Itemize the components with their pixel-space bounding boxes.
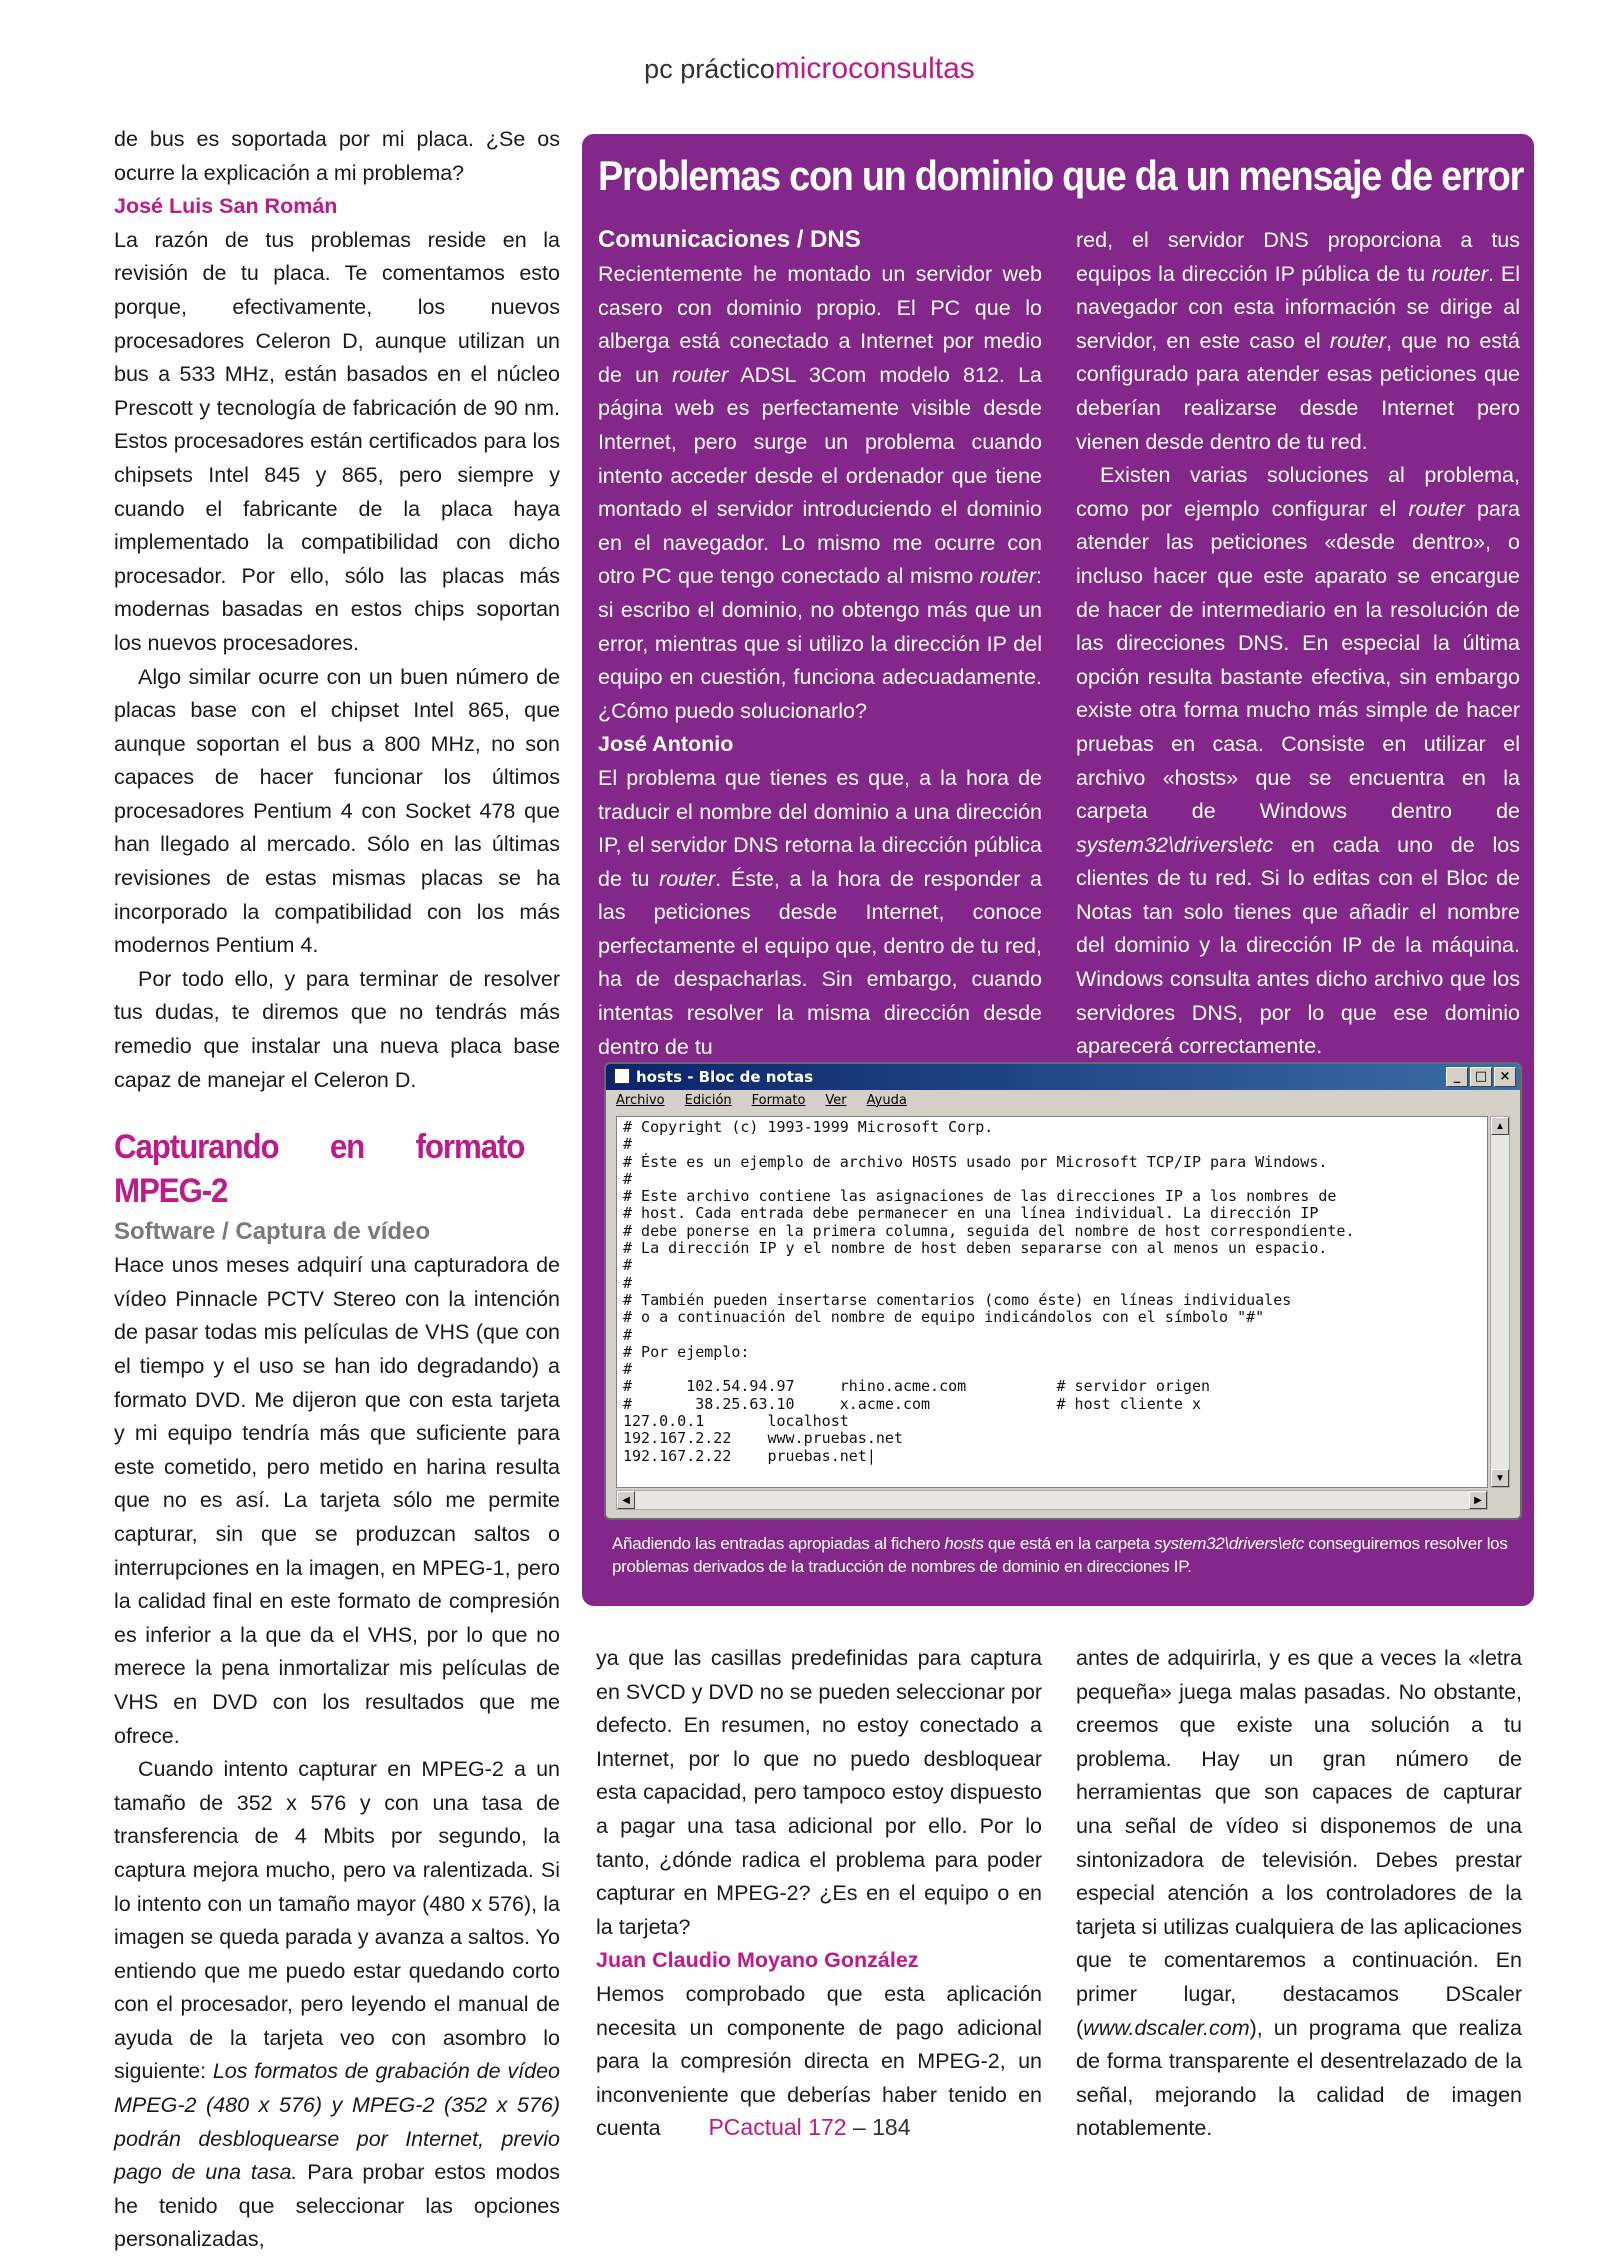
- paragraph: [1076, 1642, 1522, 2146]
- text: . Éste, a la hora de responder a las peticiones desde Internet, conoce perfectamente el equipo que, dentro de tu red, ha de despacharlas. Sin embargo, cuando intentas resolver la misma dirección desde dentro de tu: [598, 866, 1042, 1059]
- box-subtitle: Comunicaciones / DNS: [598, 226, 861, 253]
- text-line: 192.167.2.22 www.pruebas.net: [623, 1429, 903, 1448]
- text: conseguiremos resolver los problemas derivados de la traducción de nombres de dominio en direcciones IP.: [612, 1534, 1508, 1576]
- text-editor-area[interactable]: [616, 1116, 1488, 1488]
- text-line: #: [623, 1360, 633, 1379]
- close-button[interactable]: ×: [1494, 1067, 1516, 1087]
- menu-edicion[interactable]: Edición: [684, 1093, 732, 1108]
- paragraph: Hemos comprobado que esta aplicación necesita un componente de pago adicional para la compresión directa en MPEG-2, un inconveniente que deberías haber tenido en cuenta: [596, 1981, 1042, 2141]
- text: para atender las peticiones «desde dentro», o incluso hacer que este aparato se encargue de hacer de intermediario en la resolución de las direcciones DNS. En especial la última opción resulta bastante efectiva, sin embargo existe otra forma mucho más simple de hacer pruebas en casa. Consiste en utilizar el archivo «hosts» que se encuentra en la carpeta de Windows dentro de: [1076, 496, 1520, 824]
- quote-text: Los formatos de grabación de vídeo MPEG-2 (480 x 576) y MPEG-2 (352 x 576) podrán desbloquearse por Internet, previo pago de una tasa.: [114, 2059, 560, 2185]
- text-line: #: [623, 1273, 633, 1292]
- text-line: # 38.25.63.10 x.acme.com # host cliente x: [623, 1394, 1201, 1413]
- text-line: # debe ponerse en la primera columna, seguida del nombre de host correspondiente.: [623, 1221, 1355, 1240]
- text-line: # host. Cada entrada debe permanecer en una línea individual. La dirección IP: [623, 1204, 1319, 1223]
- intro-text: de bus es soportada por mi placa. ¿Se os ocurre la explicación a mi problema?: [114, 127, 560, 185]
- header-section: pc práctico: [644, 54, 775, 84]
- article-title: Capturando en formato MPEG-2: [114, 1128, 525, 1211]
- text: : si escribo el dominio, no obtengo más que un error, mientras que si utilizo la dirección IP del equipo en cuestión, funciona adecuadamente. ¿Cómo puedo solucionarlo?: [598, 564, 1042, 723]
- scroll-up-icon[interactable]: ▲: [1491, 1117, 1509, 1135]
- window-titlebar[interactable]: [606, 1064, 1520, 1090]
- text-line: # Por ejemplo:: [623, 1342, 750, 1361]
- box-paragraph: [1076, 224, 1520, 459]
- paragraph: [114, 1753, 560, 2257]
- menu-formato[interactable]: Formato: [751, 1093, 806, 1108]
- italic-text: router: [979, 564, 1037, 589]
- box-paragraph: [1076, 459, 1520, 1064]
- page-number: 184: [872, 2114, 911, 2140]
- italic-text: router: [1408, 496, 1465, 521]
- text-line: # La dirección IP y el nombre de host deben separarse con al menos un espacio.: [623, 1239, 1328, 1258]
- text-line: 192.167.2.22 pruebas.net|: [623, 1446, 876, 1465]
- footer-separator: –: [846, 2114, 873, 2140]
- text-line: #: [623, 1325, 633, 1344]
- text: , que no está configurado para atender esas peticiones que deberían realizarse desde Internet pero vienen desde dentro de tu red.: [1076, 328, 1520, 454]
- paragraph: Por todo ello, y para terminar de resolver tus dudas, te diremos que no tendrás más remedio que instalar una nueva placa base capaz de manejar el Celeron D.: [114, 966, 560, 1092]
- paragraph: Algo similar ocurre con un buen número de placas base con el chipset Intel 865, que aunque soportan el bus a 800 MHz, no son capaces de hacer funcionar los últimos procesadores Pentium 4 con Socket 478 que han llegado al mercado. Sólo en las últimas revisiones de estas mismas placas se ha incorporado la compatibilidad con los más modernos Pentium 4.: [114, 664, 560, 958]
- italic-text: system32\drivers\etc: [1076, 832, 1274, 857]
- italic-text: hosts: [944, 1534, 984, 1553]
- url-text: www.dscaler.com: [1083, 2015, 1250, 2040]
- notepad-icon: [614, 1068, 630, 1084]
- text-line: # Copyright (c) 1993-1999 Microsoft Corp.: [623, 1118, 994, 1136]
- window-title: hosts - Bloc de notas: [636, 1068, 814, 1086]
- text: que está en la carpeta: [988, 1534, 1150, 1553]
- text: Recientemente he montado un servidor web casero con dominio propio. El PC que lo alberga está conectado a Internet por medio de un: [598, 262, 1042, 387]
- italic-text: router: [1329, 328, 1387, 353]
- text: ), un programa que realiza de forma transparente el desentrelazado de la señal, mejorando la calidad de imagen notablemente.: [1076, 2015, 1522, 2141]
- page-footer: [0, 2114, 1619, 2141]
- text: El problema que tienes es que, a la hora de traducir el nombre del dominio a una dirección IP, el servidor DNS retorna la dirección pública de tu: [598, 765, 1042, 891]
- text: red, el servidor DNS proporciona a tus equipos la dirección IP pública de tu: [1076, 228, 1520, 286]
- text: ADSL 3Com modelo 812. La página web es perfectamente visible desde Internet, pero surge un problema cuando intento acceder desde el ordenador que tiene montado el servidor introduciendo el dominio en el navegador. Lo mismo me ocurre con otro PC que tengo conectado al mismo: [598, 362, 1042, 589]
- article-subtitle: Software / Captura de vídeo: [114, 1218, 431, 1246]
- italic-text: router: [1431, 261, 1489, 286]
- lower-column-middle: [596, 1642, 1042, 2146]
- header-title: microconsultas: [774, 52, 975, 85]
- lower-column-right: [1076, 1642, 1522, 2146]
- horizontal-scrollbar[interactable]: [616, 1490, 1488, 1510]
- menu-archivo[interactable]: Archivo: [616, 1093, 665, 1108]
- scroll-left-icon[interactable]: ◀: [617, 1491, 635, 1509]
- paragraph: Hace unos meses adquirí una capturadora de vídeo Pinnacle PCTV Stereo con la intención de pasar todas mis películas de VHS (que con el tiempo y el uso se han ido degradando) a formato DVD. Me dijeron que con esta tarjeta y mi equipo tendría más que suficiente para este cometido, pero metido en harina resulta que no es así. La tarjeta sólo me permite capturar, sin que se produzcan saltos o interrupciones en la imagen, en MPEG-1, pero la calidad final en este formato de compresión es inferior a la que da el VHS, por lo que no merece la pena inmortalizar mis películas de VHS en DVD con los resultados que me ofrece.: [114, 1253, 560, 1748]
- text-line: # Éste es un ejemplo de archivo HOSTS usado por Microsoft TCP/IP para Windows.: [623, 1152, 1328, 1171]
- box-paragraph: [598, 762, 1042, 1064]
- box-column-right: [1076, 224, 1520, 1064]
- text-line: 127.0.0.1 localhost: [623, 1412, 849, 1431]
- text: antes de adquirirla, y es que a veces la «letra pequeña» juega malas pasadas. No obstante, creemos que existe una solución a tu problema. Hay un gran número de herramientas que son capaces de capturar una señal de vídeo si disponemos de una sintonizadora de televisión. Debes prestar especial atención a los controladores de la tarjeta si utilizas cualquiera de las aplicaciones que te comentaremos a continuación. En primer lugar, destacamos DScaler (: [1076, 1646, 1522, 2040]
- minimize-button[interactable]: _: [1446, 1067, 1468, 1087]
- text-line: # Este archivo contiene las asignaciones de las direcciones IP a los nombres de: [623, 1187, 1337, 1206]
- text-line: # o a continuación del nombre de equipo indicándolos con el símbolo "#": [623, 1308, 1265, 1327]
- left-column: [114, 123, 560, 2257]
- box-author: José Antonio: [598, 732, 734, 757]
- maximize-button[interactable]: □: [1470, 1067, 1492, 1087]
- scroll-right-icon[interactable]: ▶: [1469, 1491, 1487, 1509]
- text: . El navegador con esta información se dirige al servidor, en este caso el: [1076, 261, 1520, 353]
- paragraph: La razón de tus problemas reside en la revisión de tu placa. Te comentamos esto porque, efectivamente, los nuevos procesadores Celeron D, aunque utilizan un bus a 533 MHz, están basados en el núcleo Prescott y tecnología de fabricación de 90 nm. Estos procesadores están certificados para los chipsets Intel 845 y 865, pero siempre y cuando el fabricante de la placa haya implementado la compatibilidad con dicho procesador. Por ello, sólo las placas más modernas basadas en estos chips soportan los nuevos procesadores.: [114, 227, 560, 655]
- page-header: [0, 52, 1619, 86]
- box-column-left: [598, 222, 1042, 1064]
- text-line: #: [623, 1169, 633, 1188]
- menu-bar: [606, 1090, 1520, 1112]
- paragraph-text: Para probar estos modos he tenido que seleccionar las opciones personalizadas,: [114, 2160, 560, 2252]
- scroll-down-icon[interactable]: ▼: [1491, 1469, 1509, 1487]
- menu-ayuda[interactable]: Ayuda: [866, 1093, 907, 1108]
- box-title: Problemas con un dominio que da un mensaje de error: [598, 152, 1524, 199]
- italic-text: router: [672, 362, 729, 387]
- magazine-name: PCactual 172: [708, 2114, 847, 2140]
- italic-text: router: [659, 866, 716, 891]
- paragraph: ya que las casillas predefinidas para captura en SVCD y DVD no se pueden seleccionar por defecto. En resumen, no estoy conectado a Internet, por lo que no puedo desbloquear esta capacidad, pero tampoco estoy dispuesto a pagar una tasa adicional por ello. Por lo tanto, ¿dónde radica el problema para poder capturar en MPEG-2? ¿Es en el equipo o en la tarjeta?: [596, 1646, 1042, 1939]
- box-paragraph: [598, 258, 1042, 728]
- text-line: # 102.54.94.97 rhino.acme.com # servidor origen: [623, 1377, 1210, 1396]
- paragraph-text: Cuando intento capturar en MPEG-2 a un tamaño de 352 x 576 y con una tasa de transferencia de 4 Mbits por segundo, la captura mejora mucho, pero va ralentizada. Si lo intento con un tamaño mayor (480 x 576), la imagen se queda parada y avanza a saltos. Yo entiendo que me puedo estar quedando corto con el procesador, pero leyendo el manual de ayuda de la tarjeta veo con asombro lo siguiente:: [114, 1757, 560, 2084]
- text: en cada uno de los clientes de tu red. Si lo editas con el Bloc de Notas tan solo tienes que añadir el nombre del dominio y la dirección IP de la máquina. Windows consulta antes dicho archivo que los servidores DNS, por lo que ese dominio aparecerá correctamente.: [1076, 832, 1520, 1059]
- vertical-scrollbar[interactable]: [1490, 1116, 1510, 1488]
- text-line: # También pueden insertarse comentarios (como éste) en líneas individuales: [623, 1290, 1292, 1309]
- italic-text: system32\drivers\etc: [1154, 1534, 1304, 1553]
- notepad-window: [604, 1062, 1522, 1520]
- image-caption: [612, 1532, 1520, 1578]
- text-line: #: [623, 1135, 633, 1154]
- text-line: #: [623, 1256, 633, 1275]
- text: Existen varias soluciones al problema, como por ejemplo configurar el: [1076, 463, 1520, 521]
- author-name: Juan Claudio Moyano González: [596, 1948, 919, 1973]
- text: Añadiendo las entradas apropiadas al fichero: [612, 1534, 940, 1553]
- author-name: José Luis San Román: [114, 194, 338, 219]
- menu-ver[interactable]: Ver: [825, 1093, 847, 1108]
